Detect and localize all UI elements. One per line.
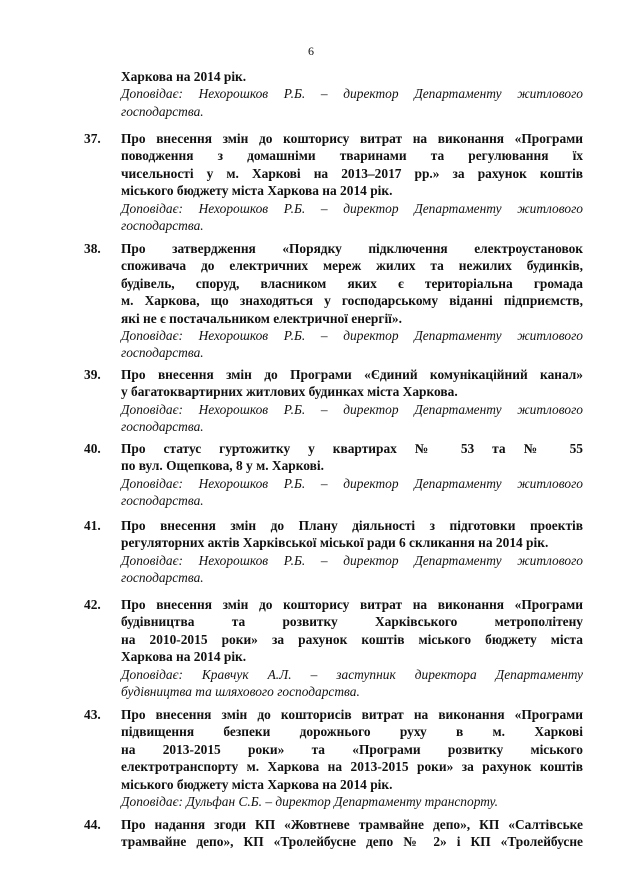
item-number: 40. [84,441,101,456]
speaker-line: Доповідає: Нехорошков Р.Б. – директор Департаменту житлового [121,475,583,491]
item-number: 37. [84,131,101,146]
continued-title [121,68,583,85]
item-speaker [121,552,583,587]
item-number: 38. [84,241,101,256]
continued-speaker [121,85,583,120]
item-title [121,706,583,793]
title-line: Про статус гуртожитку у квартирах № 53 та № 55 [121,441,583,456]
item-number: 41. [84,518,101,533]
speaker-line: господарства. [121,493,204,509]
item-speaker [121,327,583,362]
item-title [121,816,583,851]
agenda-item [121,240,583,362]
title-line: Про внесення змін до кошторисів витрат на виконання «Програми [121,707,583,722]
agenda-item [121,440,583,510]
item-title [121,440,583,475]
speaker-line: господарства. [121,570,204,586]
item-title [121,596,583,666]
item-number: 39. [84,367,101,382]
speaker-line: Доповідає: Нехорошков Р.Б. – директор Департаменту житлового [121,401,583,417]
item-number: 43. [84,707,101,722]
title-line: Харкова на 2014 рік. [121,69,247,84]
title-line: чисельності у м. Харкові на 2013–2017 рр.» за рахунок коштів [121,165,583,181]
agenda-item [121,816,583,851]
agenda-item [121,706,583,810]
title-line: Про внесення змін до кошторису витрат на виконання «Програми [121,597,583,612]
speaker-line: господарства. [121,103,204,119]
title-line: будівництва та розвитку Харківського метрополітену [121,614,583,630]
title-line: Про внесення змін до Плану діяльності з підготовки проектів [121,518,583,533]
item-title [121,366,583,401]
speaker-line: Доповідає: Дульфан С.Б. – директор Департаменту транспорту. [121,794,499,810]
title-line: міського бюджету міста Харкова на 2014 рік. [121,183,393,199]
title-line: підвищення безпеки дорожнього руху в м. Харкові [121,724,583,740]
title-line: у багатоквартирних житлових будинках міста Харкова. [121,384,458,400]
speaker-line: Доповідає: Нехорошков Р.Б. – директор Департаменту житлового [121,86,583,102]
title-line: Про внесення змін до кошторису витрат на виконання «Програми [121,131,583,146]
speaker-line: Доповідає: Нехорошков Р.Б. – директор Департаменту житлового [121,200,583,216]
speaker-line: будівництва та шляхового господарства. [121,684,360,700]
item-title [121,240,583,327]
item-title [121,517,583,552]
item-speaker [121,475,583,510]
title-line: Про затвердження «Порядку підключення електроустановок [121,241,583,256]
speaker-line: господарства. [121,345,204,361]
item-number: 42. [84,597,101,612]
speaker-line: Доповідає: Нехорошков Р.Б. – директор Департаменту житлового [121,328,583,344]
title-line: трамвайне депо», КП «Тролейбусне депо № 2» і КП «Тролейбусне [121,834,583,850]
title-line: поводження з домашніми тваринами та регулювання їх [121,148,583,164]
item-number: 44. [84,817,101,832]
item-speaker [121,200,583,235]
item-speaker [121,793,583,810]
title-line: споживача до електричних мереж жилих та нежилих будинків, [121,258,583,274]
item-speaker [121,401,583,436]
agenda-item [121,130,583,234]
title-line: м. Харкова, що знаходяться у господарському віданні підприємств, [121,293,583,309]
page-number: 6 [308,44,314,58]
speaker-line: Доповідає: Нехорошков Р.Б. – директор Департаменту житлового [121,552,583,568]
title-line: електротранспорту м. Харкова на 2013-2015 роки» за рахунок коштів [121,759,583,775]
agenda-item [121,517,583,587]
item-speaker [121,666,583,701]
agenda-item [121,596,583,700]
title-line: регуляторних актів Харківської міської ради 6 скликання на 2014 рік. [121,535,549,551]
speaker-line: господарства. [121,218,204,234]
title-line: Про надання згоди КП «Жовтневе трамвайне депо», КП «Салтівське [121,817,583,832]
title-line: які не є постачальником електричної енергії». [121,310,402,326]
title-line: будівель, споруд, власником яких є територіальна громада [121,275,583,291]
speaker-line: Доповідає: Кравчук А.Л. – заступник директора Департаменту [121,666,583,682]
speaker-line: господарства. [121,419,204,435]
continued-item [121,68,583,120]
title-line: на 2010-2015 роки» за рахунок коштів міського бюджету міста [121,631,583,647]
title-line: Про внесення змін до Програми «Єдиний комунікаційний канал» [121,367,583,382]
agenda-item [121,366,583,436]
title-line: по вул. Ощепкова, 8 у м. Харкові. [121,458,324,474]
title-line: на 2013-2015 роки» та «Програми розвитку міського [121,741,583,757]
title-line: Харкова на 2014 рік. [121,649,247,665]
item-title [121,130,583,200]
title-line: міського бюджету міста Харкова на 2014 рік. [121,776,393,792]
